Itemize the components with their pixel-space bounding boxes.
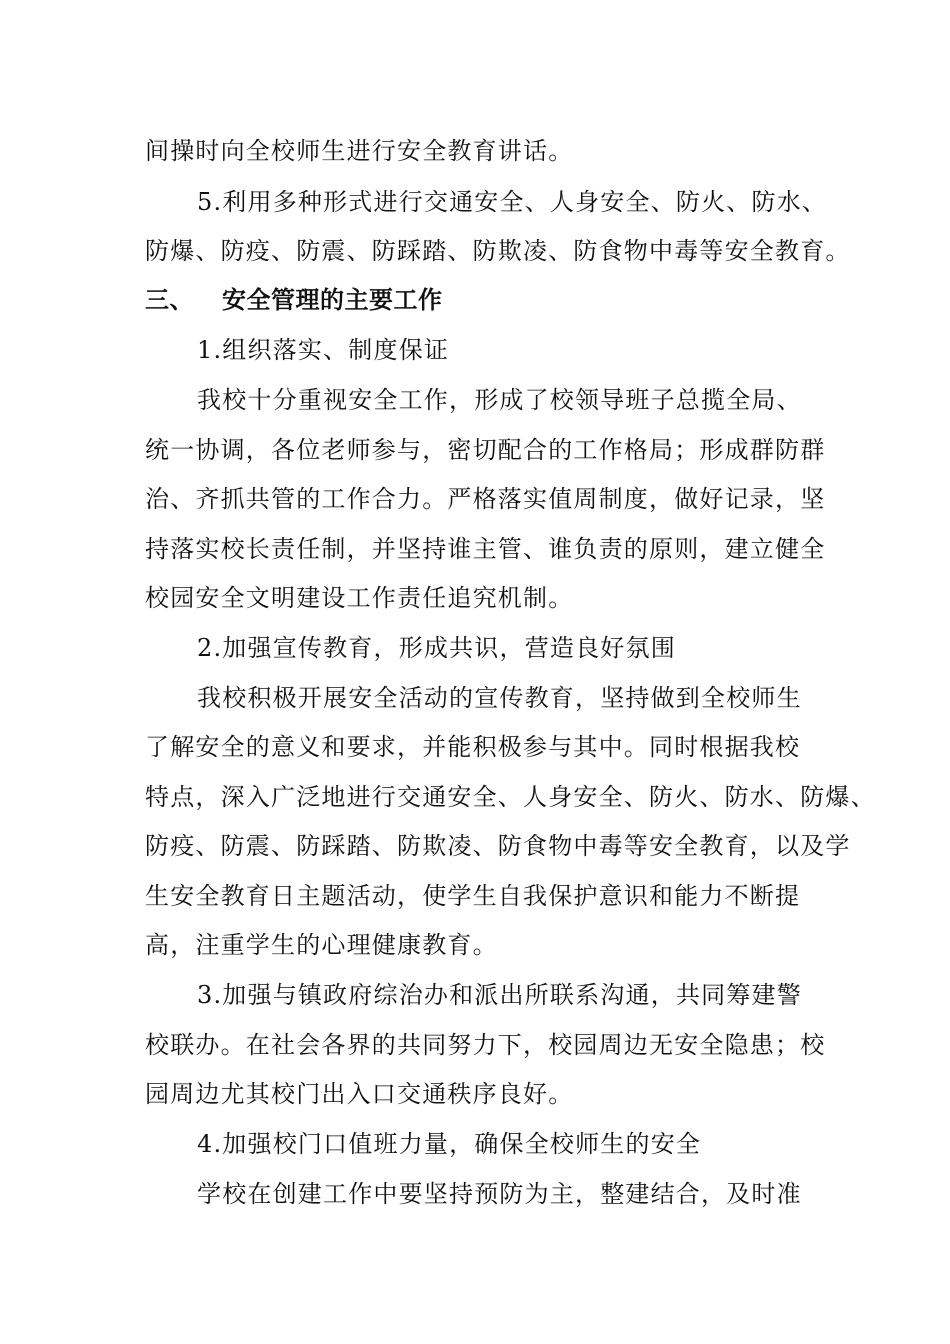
paragraph-line: 防疫、防震、防踩踏、防欺凌、防食物中毒等安全教育，以及学 [145,832,851,860]
paragraph-line: 学校在创建工作中要坚持预防为主，整建结合，及时准 [197,1180,802,1208]
paragraph-line: 园周边尤其校门出入口交通秩序良好。 [145,1080,574,1108]
section-heading-number: 三、 [145,286,194,314]
paragraph-line: 5.利用多种形式进行交通安全、人身安全、防火、防水、 [197,188,828,216]
subheading-line: 2.加强宣传教育，形成共识，营造良好氛围 [197,634,676,662]
paragraph-line: 统一协调，各位老师参与，密切配合的工作格局；形成群防群 [145,436,826,464]
paragraph-line: 校园安全文明建设工作责任追究机制。 [145,584,574,612]
paragraph-line: 我校十分重视安全工作，形成了校领导班子总揽全局、 [197,386,802,414]
section-heading [145,285,443,315]
subheading-line: 4.加强校门口值班力量，确保全校师生的安全 [197,1130,702,1158]
paragraph-line: 了解安全的意义和要求，并能积极参与其中。同时根据我校 [145,733,801,761]
section-heading-text: 安全管理的主要工作 [222,286,443,314]
paragraph-line: 间操时向全校师生进行安全教育讲话。 [145,137,574,165]
paragraph-line: 持落实校长责任制，并坚持谁主管、谁负责的原则，建立健全 [145,535,826,563]
subheading-line: 1.组织落实、制度保证 [197,336,450,364]
paragraph-line: 防爆、防疫、防震、防踩踏、防欺凌、防食物中毒等安全教育。 [145,237,851,265]
paragraph-line: 我校积极开展安全活动的宣传教育，坚持做到全校师生 [197,684,802,712]
paragraph-line: 校联办。在社会各界的共同努力下，校园周边无安全隐患；校 [145,1031,826,1059]
paragraph-line: 高，注重学生的心理健康教育。 [145,931,498,959]
paragraph-line: 治、齐抓共管的工作合力。严格落实值周制度，做好记录，坚 [145,485,826,513]
paragraph-line: 生安全教育日主题活动，使学生自我保护意识和能力不断提 [145,882,801,910]
paragraph-line: 特点，深入广泛地进行交通安全、人身安全、防火、防水、防爆、 [145,783,876,811]
paragraph-line: 3.加强与镇政府综治办和派出所联系沟通，共同筹建警 [197,981,802,1009]
